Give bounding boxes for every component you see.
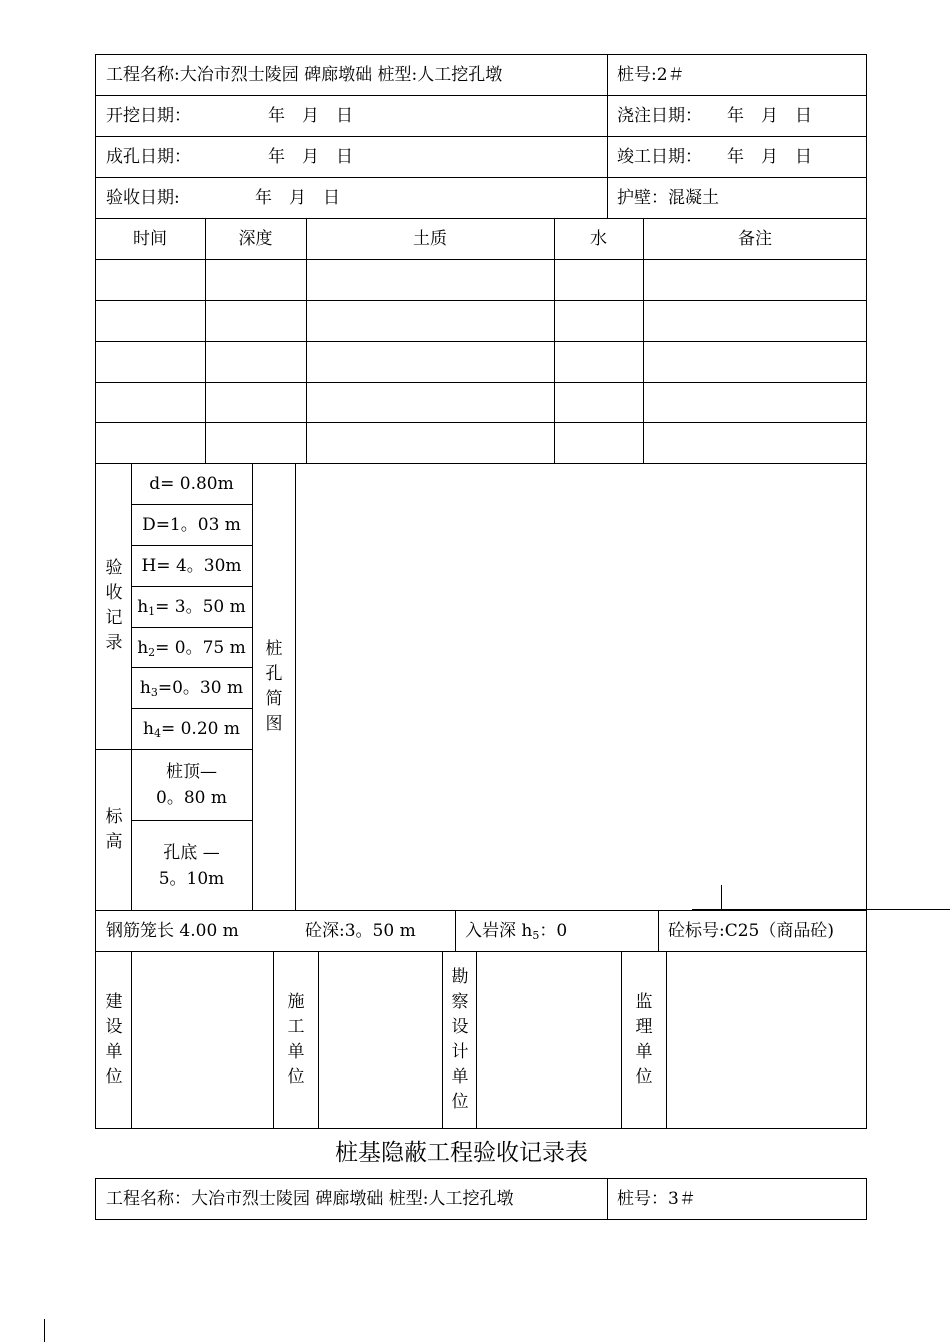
col-divider bbox=[252, 463, 253, 910]
row-divider bbox=[95, 218, 867, 219]
col-header-notes: 备注 bbox=[738, 229, 772, 249]
col-divider bbox=[455, 910, 456, 951]
owner-unit-label: 建设单位 bbox=[105, 992, 123, 1087]
complete-date-value: 年 月 日 bbox=[727, 147, 812, 167]
col-header-depth: 深度 bbox=[238, 229, 273, 249]
row-divider bbox=[95, 136, 867, 137]
row-divider bbox=[95, 951, 867, 952]
row-divider bbox=[95, 95, 867, 96]
cage-length: 钢筋笼长 4.00 m bbox=[106, 921, 239, 941]
row-divider bbox=[95, 382, 867, 383]
acceptance-d: d= 0.80m bbox=[149, 474, 234, 494]
row-divider bbox=[131, 820, 252, 821]
pile-top-value: 0。80 m bbox=[156, 788, 227, 808]
col-divider bbox=[607, 54, 608, 218]
acceptance-form bbox=[95, 54, 867, 1129]
col-divider bbox=[442, 951, 443, 1129]
dig-date-label: 开挖日期： bbox=[106, 106, 191, 126]
complete-date-label: 竣工日期： bbox=[617, 147, 702, 167]
acceptance-h4: $h_4= 0.20$ m bbox=[143, 719, 240, 740]
hole-date-label: 成孔日期： bbox=[106, 147, 191, 167]
col-header-water: 水 bbox=[590, 229, 607, 249]
acceptance-D: D=1。03 m bbox=[142, 515, 241, 535]
acceptance-h2: $h_2= 0$。75 m bbox=[137, 638, 246, 659]
col-divider bbox=[476, 951, 477, 1129]
page-edge-mark bbox=[44, 1319, 45, 1342]
col-divider bbox=[318, 951, 319, 1129]
col-header-time: 时间 bbox=[133, 229, 167, 249]
hole-bottom-label: 孔底 — bbox=[163, 843, 220, 863]
next-project-name: 工程名称：大冶市烈士陵园 碑廊墩础 桩型:人工挖孔墩 bbox=[106, 1189, 514, 1209]
row-divider bbox=[95, 422, 867, 423]
acceptance-H: H= 4。30m bbox=[141, 556, 242, 576]
rock-depth: 入岩深 $h_5$：0 bbox=[465, 921, 568, 942]
row-divider bbox=[131, 627, 252, 628]
row-divider bbox=[95, 177, 867, 178]
col-divider bbox=[131, 951, 132, 1129]
acceptance-h3: $h_3=0$。30 m bbox=[139, 678, 244, 699]
pile-number: 桩号:2＃ bbox=[617, 65, 685, 85]
row-divider bbox=[95, 749, 252, 750]
row-divider bbox=[95, 910, 867, 911]
col-divider bbox=[295, 463, 296, 910]
project-name: 工程名称:大冶市烈士陵园 碑廊墩础 桩型:人工挖孔墩 bbox=[106, 65, 503, 85]
accept-date-label: 验收日期: bbox=[106, 188, 180, 208]
survey-unit-label: 勘察设计单位 bbox=[451, 967, 469, 1112]
col-divider bbox=[621, 951, 622, 1129]
row-divider bbox=[131, 708, 252, 709]
row-divider bbox=[95, 341, 867, 342]
elevation-label: 标高 bbox=[105, 807, 123, 852]
form-title: 桩基隐蔽工程验收记录表 bbox=[335, 1140, 588, 1166]
accept-date-value: 年 月 日 bbox=[255, 188, 340, 208]
row-divider bbox=[95, 463, 867, 464]
row-divider bbox=[131, 667, 252, 668]
col-divider bbox=[607, 1178, 608, 1220]
supervisor-unit-label: 监理单位 bbox=[635, 992, 653, 1087]
row-divider bbox=[131, 586, 252, 587]
row-divider bbox=[131, 545, 252, 546]
row-divider bbox=[95, 300, 867, 301]
col-divider bbox=[666, 951, 667, 1129]
hole-bottom-value: 5。10m bbox=[158, 869, 225, 889]
col-divider bbox=[554, 218, 555, 463]
pour-date-value: 年 月 日 bbox=[727, 106, 812, 126]
col-divider bbox=[658, 910, 659, 951]
hole-date-value: 年 月 日 bbox=[268, 147, 353, 167]
row-divider bbox=[95, 259, 867, 260]
wall-type: 护壁：混凝土 bbox=[617, 188, 719, 208]
acceptance-h1: $h_1= 3$。50 m bbox=[137, 597, 246, 618]
builder-unit-label: 施工单位 bbox=[287, 992, 305, 1087]
row-divider bbox=[131, 504, 252, 505]
col-divider bbox=[273, 951, 274, 1129]
acceptance-label: 验收记录 bbox=[105, 558, 123, 653]
col-divider bbox=[643, 218, 644, 463]
next-pile-number: 桩号：3＃ bbox=[617, 1189, 696, 1209]
concrete-grade: 砼标号:C25（商品砼) bbox=[668, 921, 834, 941]
col-header-soil: 土质 bbox=[413, 229, 447, 249]
col-divider bbox=[306, 218, 307, 463]
pour-date-label: 浇注日期： bbox=[617, 106, 702, 126]
pile-top-label: 桩顶— bbox=[166, 762, 217, 782]
diagram-stroke bbox=[721, 885, 722, 910]
concrete-depth: 砼深:3。50 m bbox=[305, 921, 416, 941]
pile-diagram-label: 桩孔简图 bbox=[265, 639, 283, 734]
col-divider bbox=[205, 218, 206, 463]
dig-date-value: 年 月 日 bbox=[268, 106, 353, 126]
